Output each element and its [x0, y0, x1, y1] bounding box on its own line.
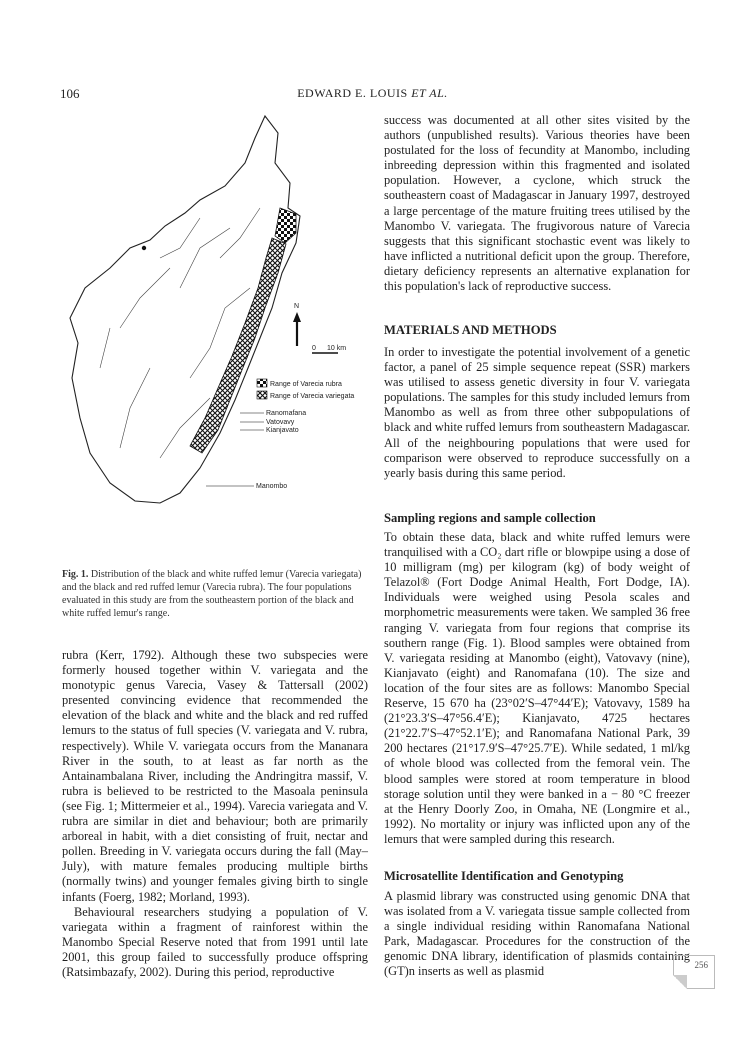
running-header: EDWARD E. LOUIS ET AL. [297, 86, 448, 100]
legend-variegata: Range of Varecia variegata [270, 393, 355, 400]
rubra-range [275, 208, 296, 243]
section-heading: Sampling regions and sample collection [384, 511, 596, 525]
site-manombo: Manombo [256, 483, 288, 490]
north-label: N [294, 303, 300, 310]
left-column [62, 648, 368, 980]
page-number: 106 [60, 86, 80, 101]
svg-text:0: 0 [312, 345, 316, 352]
section-text: To obtain these data, black and white ruffed lemurs were tranquilised with a CO₂ dart rifle or blowpipe using a dose of 10 milligram (mg) per kilogram (kg) of body weight of Telazol® (Fort Dodge Animal Health, Fort Dodge, IA). Individuals were weighed using Pesola scales and morphometric measurements were taken. We sampled 36 free ranging V. variegata from four regions that comprise its southern range (Fig. 1). Blood samples were obtained from V. variegata residing at Manombo (eight), Vatovavy (nine), Kianjavato (eight) and Ranomafana (10). The size and location of the four sites are as follows: Manombo Special Reserve, 15 670 ha (23°02′S–47°44′E); Vatovavy, 1589 ha (21°23.3′S–47°56.4′E); Kianjavato, 4725 hectares (21°22.7′S–47°52.1′E); and Ranomafana National Park, 39 200 hectares (21°17.9′S–47°25.7′E). While sedated, 1 ml/kg of whole blood was collected from the femoral vein. The blood samples were stored at room temperature in blood storage solution until they were banked in a − 80 °C freezer at the Henry Doorly Zoo, in Omaha, NE (Longmire et al., 1992). No mortality or injury was inflicted upon any of the lemurs that were sampled during this research. [384, 530, 690, 846]
site-vatovavy: Vatovavy [266, 419, 295, 426]
figure-caption: Fig. 1. Distribution of the black and white ruffed lemur (Varecia variegata) and the black and red ruffed lemur (Varecia rubra). The four populations evaluated in this study are from the southeastern portion of the black and white ruffed lemur's range. [62, 569, 362, 619]
section-text: In order to investigate the potential involvement of a genetic factor, a panel of 25 simple sequence repeat (SSR) markers was utilised to assess genetic diversity in four V. variegata populations. The samples for this study included lemurs from Manombo as well as from three other subpopulations of black and white ruffed lemurs from southeastern Madagascar. All of the neighbouring populations that were used for comparison were observed to reproduce successfully on a yearly basis during this same period. [384, 345, 690, 480]
page-tab[interactable]: 256 [673, 955, 715, 989]
site-ranomafana: Ranomafana [266, 410, 307, 417]
scale-label: 10 km [327, 345, 347, 352]
section-text: A plasmid library was constructed using genomic DNA that was isolated from a V. variegata tissue sample collected from a single individual residing within Ranomafana National Park, Madagascar. Procedures for the construction of the genomic DNA library, identification of plasmids containing (GT)n inserts as well as plasmid [384, 889, 690, 979]
section-heading: MATERIALS AND METHODS [384, 323, 557, 337]
paragraph: rubra (Kerr, 1792). Although these two subspecies were formerly housed together within V. variegata and the monotypic genus Varecia, Vasey & Tattersall (2002) presented convincing evidence that recommended the elevation of the black and white and the black and red ruffed lemurs to the status of full species (V. variegata and V. rubra, respectively). While V. variegata occurs from the Mananara River in the south, to at least as far north as the Antainambalana River, including the Andringitra massif, V. rubra is believed to be restricted to the Masoala peninsula (see Fig. 1; Mittermeier et al., 1994). Varecia variegata and V. rubra are similar in diet and behaviour; both are primarily arboreal in habit, with a diet consisting of fruit, nectar and pollen. Breeding in V. variegata occurs during the fall (May–July), with mature females producing multiple births (normally twins) and younger females giving birth to single infants (Foerg, 1982; Morland, 1993). [62, 648, 368, 904]
section-heading: Microsatellite Identification and Genotyping [384, 869, 624, 883]
legend-rubra: Range of Varecia rubra [270, 381, 342, 388]
paragraph: Behavioural researchers studying a population of V. variegata within a fragment of rainforest within the Manombo Special Reserve noted that from 1991 until late 2001, this group failed to successfully produce offspring (Ratsimbazafy, 2002). During this period, reproductive [62, 904, 368, 979]
site-kianjavato: Kianjavato [266, 427, 299, 434]
madagascar-map [50, 108, 370, 568]
island-outline [70, 116, 300, 503]
right-intro: success was documented at all other sites visited by the authors (unpublished results). Various theories have been postulated for the loss of fecundity at Manombo, including inbreeding depression within this fragmented and isolated population. However, a cyclone, which struck the southeastern coast of Madagascar in January 1997, destroyed a large percentage of the mature fruiting trees utilised by the Manombo V. variegata. The frugivorous nature of Varecia suggests that this significant stochastic event was likely to have inflicted a nutritional deficit upon the group. Therefore, dietary deficiency represents an alternative explanation for this population's lack of reproductive success. [384, 113, 690, 294]
